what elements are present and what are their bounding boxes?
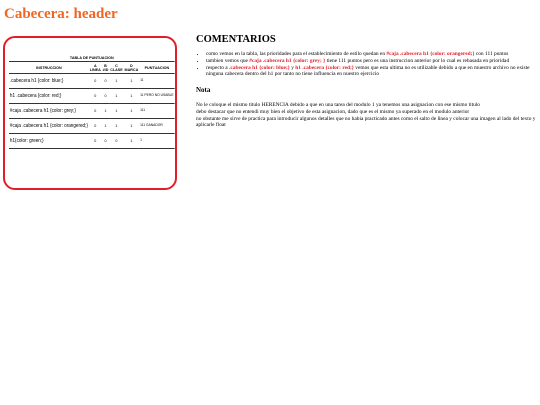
total-score-cell: 1 xyxy=(139,134,174,149)
table-row xyxy=(9,74,175,89)
table-row xyxy=(9,134,175,149)
highlighted-selector: #caja .cabecera h1 {color: orangered;} xyxy=(386,51,475,57)
score-d-cell: 1 xyxy=(124,104,140,119)
note-line: debo destacar que no entendi muy bien el objetivo de esta asignacion, dado que es el mismo ya superado en el modulo anterior xyxy=(196,108,470,115)
highlighted-selector: h1 .cabecera {color: red;} xyxy=(295,64,354,71)
comments-list xyxy=(196,51,536,78)
table-header-row xyxy=(9,62,175,74)
note-body xyxy=(196,102,536,129)
selector-cell: #caja .cabecera h1 {color: orangered;} xyxy=(9,119,89,134)
score-d-cell: 1 xyxy=(124,89,140,104)
score-a-cell: 0 xyxy=(89,89,102,104)
comment-text: tambien vemos que xyxy=(206,57,250,64)
page-title: Cabecera: header xyxy=(4,6,118,22)
comment-text: y xyxy=(289,64,296,71)
selector-cell: h1 .cabecera {color: red;} xyxy=(9,89,89,104)
table-row xyxy=(9,119,175,134)
score-b-cell: 1 xyxy=(102,104,110,119)
score-b-cell: 0 xyxy=(102,89,110,104)
column-header: C CLASE xyxy=(110,62,123,72)
total-score-cell: 111 GANADOR xyxy=(139,119,174,134)
score-c-cell: 1 xyxy=(109,119,123,134)
score-table xyxy=(9,54,175,149)
score-a-cell: 0 xyxy=(89,134,102,149)
column-header: INSTRUCCION xyxy=(9,62,89,74)
column-header: D MARCA xyxy=(124,62,139,72)
table-row xyxy=(9,104,175,119)
comment-text: con 111 puntos xyxy=(474,51,509,57)
column-header: PUNTUACION xyxy=(139,62,174,74)
score-a-cell: 0 xyxy=(89,119,102,134)
score-table-image xyxy=(3,36,177,190)
score-d-cell: 1 xyxy=(124,74,140,89)
table-row xyxy=(9,89,175,104)
comment-item xyxy=(206,51,536,58)
selector-cell: h1{color: green;} xyxy=(9,134,89,149)
comment-text: tiene 111 puntos pero es una instruccion anterior por lo cual es rebasada en prioridad xyxy=(325,57,510,64)
comment-text: respecto a xyxy=(206,64,230,71)
total-score-cell: 11 xyxy=(139,74,174,89)
table-caption: TABLA DE PUNTUACION xyxy=(9,54,175,62)
note-line: No le coloque el mismo titulo HERENCIA debido a que en una tarea del modulo 1 ya tenemos una asignacion con ese mismo titulo xyxy=(196,102,480,108)
score-c-cell: 1 xyxy=(109,104,123,119)
comment-text: como vemos en la tabla, las prioridades para el establecimiento de estilo quedan en xyxy=(206,51,387,57)
score-b-cell: 0 xyxy=(102,134,110,149)
comments-section xyxy=(196,34,536,129)
column-header: B #ID xyxy=(102,62,109,72)
comment-text: vemos que esta ultima no es utilizable debido a que en muestro archivo no existe ninguna cabecera dentro del h1 por tanto no tiene influencia en nuestro ejercicio xyxy=(206,64,530,78)
selector-cell: #caja .cabecera h1 {color: grey;} xyxy=(9,104,89,119)
score-a-cell: 0 xyxy=(89,74,102,89)
score-c-cell: 1 xyxy=(109,89,123,104)
comments-title: COMENTARIOS xyxy=(196,34,276,45)
selector-cell: .cabecera h1 {color: blue;} xyxy=(9,74,89,89)
score-b-cell: 0 xyxy=(102,74,110,89)
score-d-cell: 1 xyxy=(124,119,140,134)
column-header: A LINEA xyxy=(89,62,101,72)
comment-item xyxy=(206,65,536,79)
note-title: Nota xyxy=(196,86,211,94)
note-line: no obstante me sirve de practica para introducir algunos detalles que no habia practicado antes como el salto de linea y colocar una imagen al lado del texto y aplicarle float xyxy=(196,115,536,129)
score-c-cell: 0 xyxy=(109,134,123,149)
score-a-cell: 0 xyxy=(89,104,102,119)
score-c-cell: 1 xyxy=(109,74,123,89)
total-score-cell: 11 PERO NO USABLE xyxy=(139,89,174,104)
score-b-cell: 1 xyxy=(102,119,110,134)
highlighted-selector: #caja .cabecera h1 {color: grey; } xyxy=(249,57,326,64)
highlighted-selector: .cabecera h1 {color: blue;} xyxy=(229,64,290,71)
score-d-cell: 1 xyxy=(124,134,140,149)
comment-item xyxy=(206,58,536,65)
total-score-cell: 111 xyxy=(139,104,174,119)
